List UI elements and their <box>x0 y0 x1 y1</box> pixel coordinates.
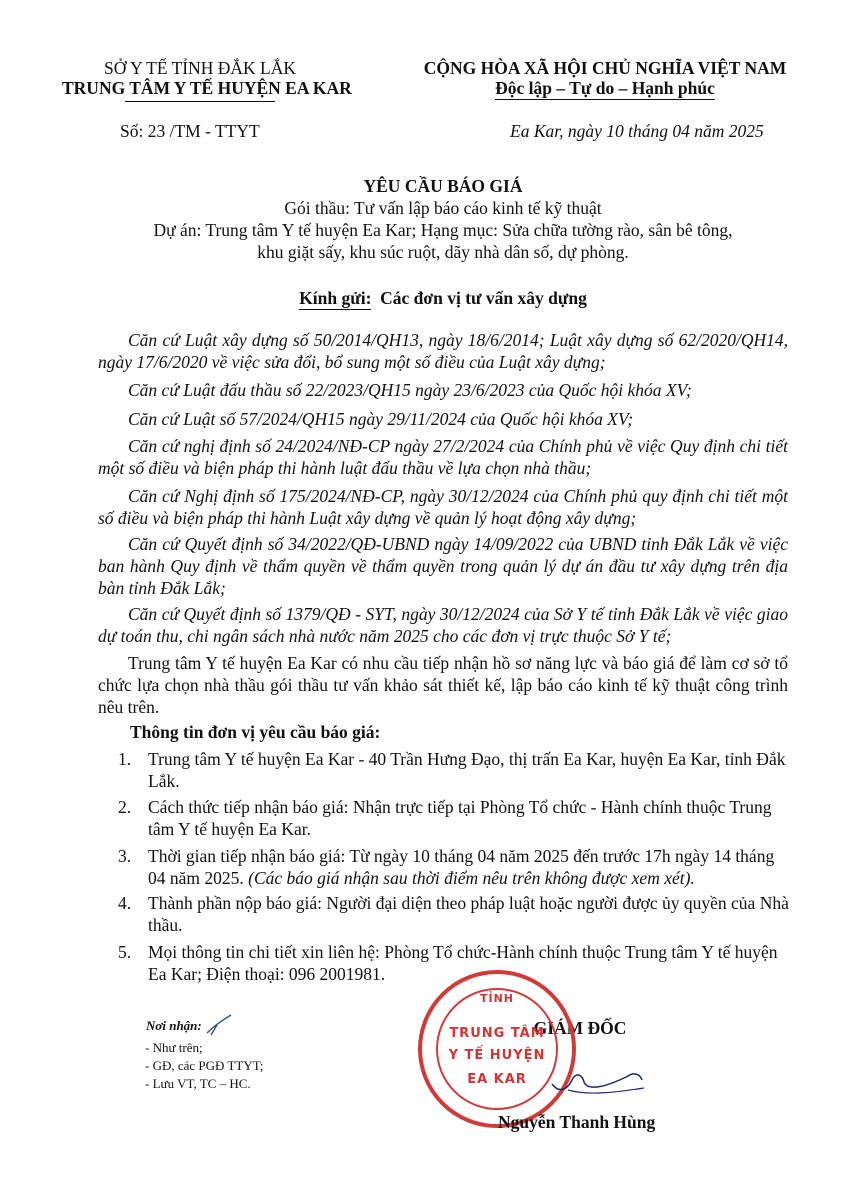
package-line: Gói thầu: Tư vấn lập báo cáo kinh tế kỹ thuật <box>284 198 602 218</box>
agency-name: TRUNG TÂM Y TẾ HUYỆN EA KAR <box>62 78 352 98</box>
stamp-line-3: EA KAR <box>467 1072 527 1087</box>
initial-mark-icon <box>205 1013 235 1039</box>
stamp-top-text: TỈNH <box>479 992 514 1005</box>
document-title: YÊU CẦU BÁO GIÁ <box>363 176 523 196</box>
agency-underline <box>125 101 275 102</box>
project-line: Dự án: Trung tâm Y tế huyện Ea Kar; Hạng mục: Sửa chữa tường rào, sân bê tông, <box>153 220 733 240</box>
basis-2: Căn cứ Luật đấu thầu số 22/2023/QH15 ngày 23/6/2023 của Quốc hội khóa XV; <box>128 380 692 400</box>
official-stamp <box>418 970 576 1128</box>
document-number: Số: 23 /TM - TTYT <box>120 121 260 141</box>
stamp-line-2: Y TẾ HUYỆN <box>448 1048 546 1063</box>
agency-parent: SỞ Y TẾ TỈNH ĐẮK LẮK <box>103 58 296 78</box>
recipient-label: Kính gửi: <box>299 288 372 308</box>
recipient-value: Các đơn vị tư vấn xây dựng <box>380 288 587 308</box>
recipients-item-2: - GĐ, các PGĐ TTYT; <box>145 1058 264 1073</box>
recipient-line <box>98 288 788 309</box>
recipients-item-3: - Lưu VT, TC – HC. <box>145 1076 251 1091</box>
info-item-3-note: (Các báo giá nhận sau thời điểm nêu trên không được xem xét). <box>243 868 695 888</box>
document-date: Ea Kar, ngày 10 tháng 04 năm 2025 <box>510 121 764 141</box>
basis-3: Căn cứ Luật số 57/2024/QH15 ngày 29/11/2024 của Quốc hội khóa XV; <box>128 409 634 429</box>
signer-title: GIÁM ĐỐC <box>533 1018 627 1038</box>
national-motto: Độc lập – Tự do – Hạnh phúc <box>495 78 715 98</box>
project-line-2: khu giặt sấy, khu súc ruột, dãy nhà dân số, dự phòng. <box>257 242 629 262</box>
intro-paragraph: Trung tâm Y tế huyện Ea Kar có nhu cầu tiếp nhận hồ sơ năng lực và báo giá để làm cơ sở tổ chức lựa chọn nhà thầu gói thầu tư vấn khảo sát thiết kế, lập báo cáo kinh tế kỹ thuật công trình nêu trên. <box>98 653 788 717</box>
recipients-item-1: - Như trên; <box>145 1040 203 1055</box>
basis-7: Căn cứ Quyết định số 1379/QĐ - SYT, ngày 30/12/2024 của Sở Y tế tỉnh Đắk Lắk về việc giao dự toán thu, chi ngân sách nhà nước năm 2025 cho các đơn vị trực thuộc Sở Y tế; <box>98 604 788 646</box>
recipients-label: Nơi nhận: <box>146 1018 202 1033</box>
signer-name: Nguyễn Thanh Hùng <box>498 1112 656 1132</box>
basis-5: Căn cứ Nghị định số 175/2024/NĐ-CP, ngày 30/12/2024 của Chính phủ quy định chi tiết một số điều và biện pháp thi hành Luật xây dựng về quản lý hoạt động xây dựng; <box>98 486 788 528</box>
basis-6: Căn cứ Quyết định số 34/2022/QĐ-UBND ngày 14/09/2022 của UBND tỉnh Đắk Lắk về việc ban hành Quy định về thẩm quyền về thẩm quyền trong quản lý dự án đầu tư xây dựng trên địa bàn tỉnh Đắk Lắk; <box>98 534 788 598</box>
handwritten-signature-icon <box>548 1062 648 1102</box>
stamp-line-1: TRUNG TÂM <box>449 1026 545 1041</box>
national-title: CỘNG HÒA XÃ HỘI CHỦ NGHĨA VIỆT NAM <box>423 58 787 78</box>
basis-1: Căn cứ Luật xây dựng số 50/2014/QH13, ngày 18/6/2014; Luật xây dựng số 62/2020/QH14, ngày 17/6/2020 về việc sửa đổi, bổ sung một số điều của Luật xây dựng; <box>98 330 788 372</box>
basis-4: Căn cứ nghị định số 24/2024/NĐ-CP ngày 27/2/2024 của Chính phủ về việc Quy định chi tiết một số điều và biện pháp thi hành luật đấu thầu về lựa chọn nhà thầu; <box>98 436 788 478</box>
info-heading: Thông tin đơn vị yêu cầu báo giá: <box>130 722 381 742</box>
